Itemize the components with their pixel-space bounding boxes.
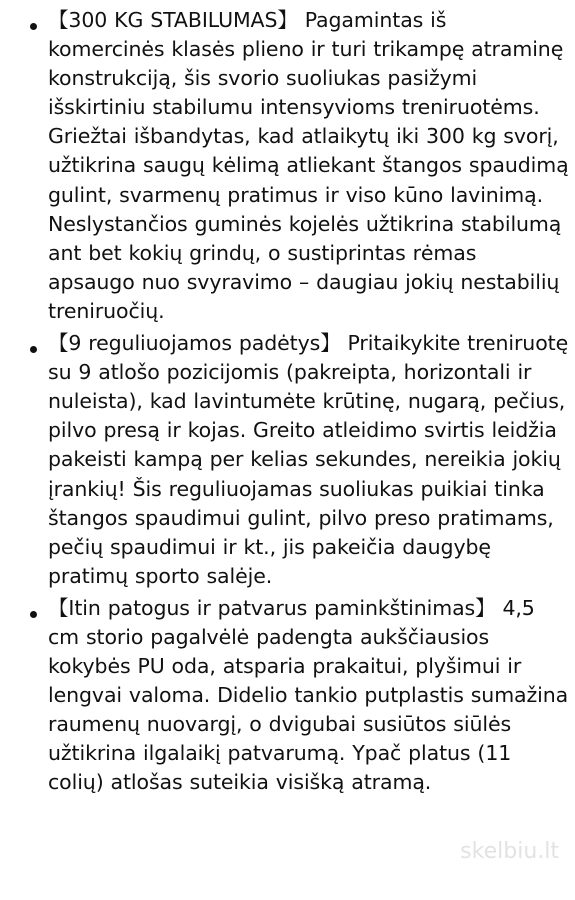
feature-list [0,6,575,801]
feature-heading: 【9 reguliuojamos padėtys】 [48,331,341,356]
bullet-icon [30,346,37,353]
watermark: skelbiu.lt [460,839,559,864]
feature-body: Pritaikykite treniruotę su 9 atlošo pozicijomis (pakreipta, horizontali ir nuleista), kad lavintumėte krūtinę, nugarą, pečius, pilvo presą ir kojas. Greito atleidimo svirtis leidžia pakeisti kampą per kelias sekundes, nereikia jokių įrankių! Šis reguliuojamas suoliukas puikiai tinka štangos spaudimui gulint, pilvo preso pratimams, pečių spaudimui ir kt., jis pakeičia daugybę pratimų sporto salėje. [48,331,569,588]
feature-text [48,594,569,798]
feature-body: 4,5 cm storio pagalvėlė padengta aukščiausios kokybės PU oda, atsparia prakaitui, plyšimui ir lengvai valoma. Didelio tankio putplastis sumažina raumenų nuovargį, o dvigubai susiūtos siūlės užtikrina ilgalaikį patvarumą. Ypač platus (11 colių) atlošas suteikia visišką atramą. [48,595,569,795]
feature-item-padding [0,594,575,798]
feature-heading: 【Itin patogus ir patvarus paminkštinimas】 [48,595,496,620]
feature-body: Pagamintas iš komercinės klasės plieno ir turi trikampę atraminę konstrukciją, šis svorio suoliukas pasižymi išskirtiniu stabilumu intensyvioms treniruotėms. Griežtai išbandytas, kad atlaikytų iki 300 kg svorį, užtikrina saugų kėlimą atliekant štangos spaudimą gulint, svarmenų pratimus ir viso kūno lavinimą. Neslystančios guminės kojelės užtikrina stabilumą ant bet kokių grindų, o sustiprintas rėmas apsaugo nuo svyravimo – daugiau jokių nestabilių treniruočių. [48,8,569,323]
bullet-icon [30,23,37,30]
feature-text [48,329,569,591]
feature-item-stability [0,6,575,326]
feature-text [48,6,569,326]
bullet-icon [30,611,37,618]
feature-heading: 【300 KG STABILUMAS】 [48,8,298,32]
feature-item-positions [0,329,575,591]
